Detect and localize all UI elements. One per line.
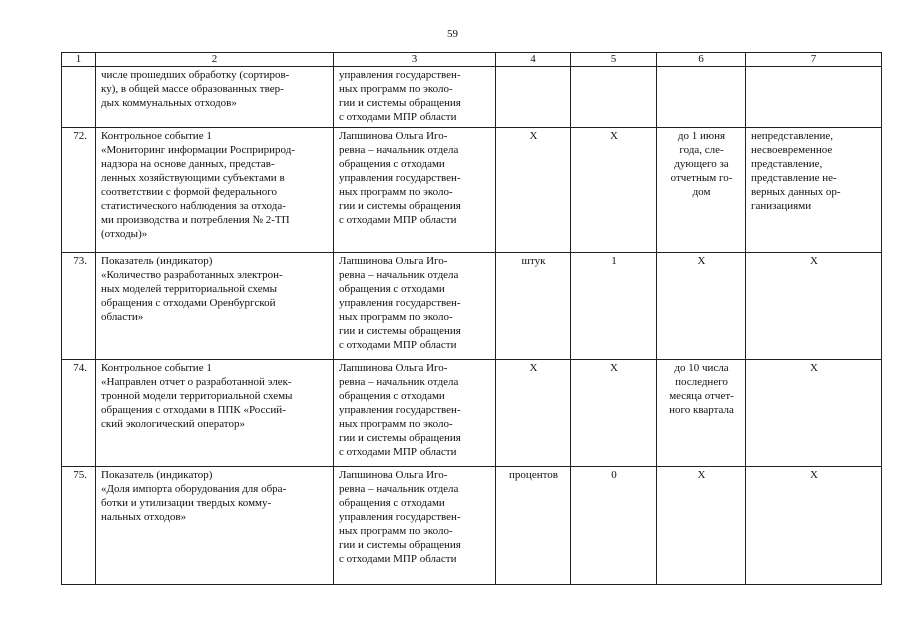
deadline-line: дующего за — [674, 158, 729, 170]
deadline-cell — [657, 360, 746, 467]
responsible-line: управления государствен- — [339, 69, 461, 81]
note-line: несвоевременное — [751, 144, 833, 156]
responsible-line: с отходами МПР области — [339, 339, 457, 351]
event-name-line: ми производства и потребления № 2-ТП — [101, 214, 290, 226]
event-name-line: ных моделей территориальной схемы — [101, 283, 277, 295]
event-name-line: ку), в общей массе образованных твер- — [101, 83, 284, 95]
responsible-line: ных программ по эколо- — [339, 311, 453, 323]
responsible-line: ных программ по эколо- — [339, 186, 453, 198]
event-name-line: Показатель (индикатор) — [101, 255, 213, 267]
responsible-cell — [334, 128, 496, 253]
deadline-line: дом — [692, 186, 711, 198]
table-row — [62, 128, 882, 253]
event-name-line: ленных хозяйствующими субъектами в — [101, 172, 285, 184]
event-name-cell — [96, 360, 334, 467]
event-name-line: обращения с отходами Оренбургской — [101, 297, 276, 309]
responsible-cell — [334, 360, 496, 467]
responsible-line: гии и системы обращения — [339, 432, 461, 444]
note-line: Х — [810, 469, 818, 481]
event-name-line: ский экологический оператор» — [101, 418, 245, 430]
value-cell: 1 — [571, 253, 657, 360]
event-name-line: ботки и утилизации твердых комму- — [101, 497, 272, 509]
deadline-cell — [657, 467, 746, 585]
row-number: 74. — [62, 360, 96, 467]
column-number-row — [62, 53, 882, 67]
value-cell: Х — [571, 128, 657, 253]
unit-cell: штук — [496, 253, 571, 360]
event-name-line: нальных отходов» — [101, 511, 187, 523]
responsible-line: управления государствен- — [339, 511, 461, 523]
responsible-line: с отходами МПР области — [339, 214, 457, 226]
responsible-line: обращения с отходами — [339, 283, 445, 295]
responsible-line: ревна – начальник отдела — [339, 269, 459, 281]
row-number: 73. — [62, 253, 96, 360]
event-name-cell — [96, 467, 334, 585]
responsible-line: Лапшинова Ольга Иго- — [339, 130, 448, 142]
deadline-line: года, сле- — [679, 144, 724, 156]
value-cell — [571, 67, 657, 128]
responsible-cell — [334, 467, 496, 585]
note-cell — [746, 360, 882, 467]
event-name-line: (отходы)» — [101, 228, 148, 240]
event-name-cell — [96, 253, 334, 360]
value-cell: Х — [571, 360, 657, 467]
table-row — [62, 67, 882, 128]
deadline-line: последнего — [675, 376, 728, 388]
event-name-line: «Направлен отчет о разработанной элек- — [101, 376, 292, 388]
responsible-line: управления государствен- — [339, 297, 461, 309]
responsible-line: гии и системы обращения — [339, 97, 461, 109]
responsible-line: с отходами МПР области — [339, 111, 457, 123]
indicator-table — [61, 52, 882, 585]
note-cell — [746, 253, 882, 360]
responsible-line: ных программ по эколо- — [339, 525, 453, 537]
event-name-line: Контрольное событие 1 — [101, 130, 212, 142]
deadline-line: месяца отчет- — [669, 390, 734, 402]
note-cell — [746, 128, 882, 253]
note-line: непредставление, — [751, 130, 834, 142]
responsible-line: обращения с отходами — [339, 390, 445, 402]
event-name-cell — [96, 128, 334, 253]
deadline-line: Х — [697, 255, 706, 267]
event-name-line: дых коммунальных отходов» — [101, 97, 237, 109]
responsible-line: Лапшинова Ольга Иго- — [339, 255, 448, 267]
table-row — [62, 253, 882, 360]
unit-cell: Х — [496, 360, 571, 467]
deadline-line: до 10 числа — [674, 362, 729, 374]
deadline-line: отчетным го- — [670, 172, 733, 184]
deadline-line: Х — [697, 469, 706, 481]
note-line: Х — [810, 255, 818, 267]
event-name-line: статистического наблюдения за отхода- — [101, 200, 286, 212]
event-name-line: Показатель (индикатор) — [101, 469, 213, 481]
responsible-cell — [334, 67, 496, 128]
responsible-line: обращения с отходами — [339, 158, 445, 170]
row-number: 72. — [62, 128, 96, 253]
note-line: представление не- — [751, 172, 837, 184]
table-row — [62, 467, 882, 585]
event-name-line: тронной модели территориальной схемы — [101, 390, 293, 402]
responsible-line: с отходами МПР области — [339, 446, 457, 458]
deadline-cell — [657, 67, 746, 128]
unit-cell: процентов — [496, 467, 571, 585]
responsible-line: гии и системы обращения — [339, 200, 461, 212]
note-line: верных данных ор- — [751, 186, 841, 198]
responsible-line: гии и системы обращения — [339, 325, 461, 337]
note-line: ганизациями — [751, 200, 812, 212]
responsible-line: ревна – начальник отдела — [339, 144, 459, 156]
deadline-cell — [657, 253, 746, 360]
responsible-line: ных программ по эколо- — [339, 418, 453, 430]
unit-cell: Х — [496, 128, 571, 253]
responsible-line: управления государствен- — [339, 172, 461, 184]
responsible-cell — [334, 253, 496, 360]
event-name-line: числе прошедших обработку (сортиров- — [101, 69, 290, 81]
value-cell: 0 — [571, 467, 657, 585]
event-name-cell — [96, 67, 334, 128]
column-number: 3 — [334, 53, 496, 67]
event-name-line: Контрольное событие 1 — [101, 362, 212, 374]
row-number: 75. — [62, 467, 96, 585]
event-name-line: обращения с отходами в ППК «Россий- — [101, 404, 286, 416]
note-line: Х — [810, 362, 818, 374]
responsible-line: обращения с отходами — [339, 497, 445, 509]
responsible-line: с отходами МПР области — [339, 553, 457, 565]
deadline-line: ного квартала — [669, 404, 734, 416]
note-cell — [746, 467, 882, 585]
table-row — [62, 360, 882, 467]
page-number: 59 — [447, 28, 458, 40]
responsible-line: гии и системы обращения — [339, 539, 461, 551]
deadline-cell — [657, 128, 746, 253]
column-number: 7 — [746, 53, 882, 67]
column-number: 1 — [62, 53, 96, 67]
row-number — [62, 67, 96, 128]
note-line: представление, — [751, 158, 823, 170]
event-name-line: области» — [101, 311, 144, 323]
responsible-line: ревна – начальник отдела — [339, 376, 459, 388]
unit-cell — [496, 67, 571, 128]
column-number: 4 — [496, 53, 571, 67]
event-name-line: «Мониторинг информации Роспририрод- — [101, 144, 295, 156]
responsible-line: Лапшинова Ольга Иго- — [339, 469, 448, 481]
event-name-line: надзора на основе данных, представ- — [101, 158, 275, 170]
responsible-line: ных программ по эколо- — [339, 83, 453, 95]
responsible-line: Лапшинова Ольга Иго- — [339, 362, 448, 374]
deadline-line: до 1 июня — [677, 130, 726, 142]
responsible-line: управления государствен- — [339, 404, 461, 416]
event-name-line: соответствии с формой федерального — [101, 186, 278, 198]
event-name-line: «Количество разработанных электрон- — [101, 269, 283, 281]
column-number: 5 — [571, 53, 657, 67]
responsible-line: ревна – начальник отдела — [339, 483, 459, 495]
column-number: 6 — [657, 53, 746, 67]
column-number: 2 — [96, 53, 334, 67]
note-cell — [746, 67, 882, 128]
event-name-line: «Доля импорта оборудования для обра- — [101, 483, 287, 495]
